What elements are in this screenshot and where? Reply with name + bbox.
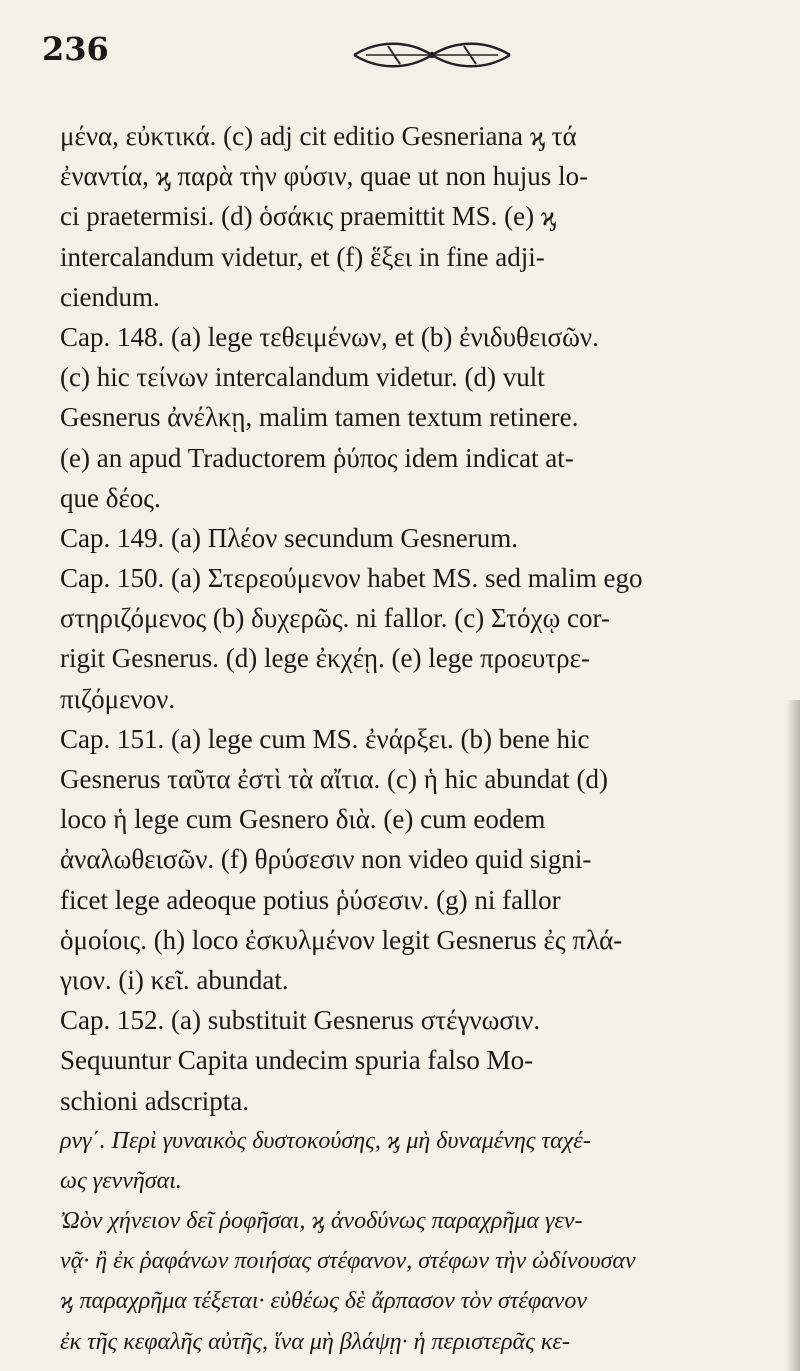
text-line: Gesnerus ταῦτα ἐστὶ τὰ αἴτια. (c) ἡ hic abundat (d) — [60, 764, 609, 794]
text-line: γιον. (i) κεῖ. abundat. — [60, 964, 289, 995]
greek-text-line: Ὠὸν χήνειον δεῖ ῥοφῆσαι, ϗ ἀνοδύνως παραχρῆμα γεν- — [60, 1208, 583, 1235]
text-line: Cap. 152. (a) substituit Gesnerus στέγνωσιν. — [60, 1005, 541, 1036]
text-line: ὁμοίοις. (h) loco ἐσκυλμένον legit Gesnerus ἐς πλά- — [60, 924, 623, 955]
text-line: rigit Gesnerus. (d) lege ἐκχέῃ. (e) lege προευτρε- — [60, 643, 590, 674]
text-line: Cap. 148. (a) lege τεθειμένων, et (b) ἐνιδυθεισῶν. — [60, 321, 599, 352]
greek-text-line: ἐκ τῆς κεφαλῆς αὐτῆς, ἵνα μὴ βλάψῃ· ἡ περιστερᾶς κε- — [60, 1328, 570, 1355]
text-line: μένα, εὐκτικά. (c) adj cit editio Gesneriana ϗ τά — [60, 121, 577, 151]
text-line: loco ἡ lege cum Gesnero διὰ. (e) cum eodem — [60, 804, 546, 835]
text-line: (c) hic τείνων intercalandum videtur. (d) vult — [60, 362, 545, 393]
text-line: ἐναντία, ϗ παρὰ τὴν φύσιν, quae ut non hujus lo- — [60, 161, 589, 192]
chapter-heading-line: ρνγ΄. Περὶ γυναικὸς δυστοκούσης, ϗ μὴ δυναμένης ταχέ- — [60, 1127, 591, 1154]
text-line: πιζόμενον. — [60, 683, 176, 714]
text-line: ci praetermisi. (d) ὁσάκις praemittit MS. (e) ϗ — [60, 201, 557, 232]
text-line: ἀναλωθεισῶν. (f) θρύσεσιν non video quid signi- — [60, 844, 592, 875]
chapter-heading-line: ως γεννῆσαι. — [60, 1167, 182, 1194]
text-line: ficet lege adeoque potius ῥύσεσιν. (g) ni fallor — [60, 884, 561, 915]
text-line: (e) an apud Traductorem ῥύπος idem indicat at- — [60, 442, 574, 473]
printer-ornament-icon — [348, 36, 516, 74]
text-line: Cap. 150. (a) Στερεούμενον habet MS. sed malim ego — [60, 563, 643, 594]
text-line: schioni adscripta. — [60, 1085, 249, 1116]
page-number: 236 — [42, 30, 109, 68]
text-line: que δέος. — [60, 482, 161, 513]
text-line: Cap. 149. (a) Πλέον secundum Gesnerum. — [60, 522, 519, 553]
text-line: Cap. 151. (a) lege cum MS. ἐνάρξει. (b) bene hic — [60, 723, 590, 754]
footnote-text-block — [60, 116, 778, 1362]
page-edge-shadow — [786, 700, 800, 1371]
text-line: Gesnerus ἀνέλκῃ, malim tamen textum retinere. — [60, 402, 579, 433]
greek-text-line: ϗ παραχρῆμα τέξεται· εὐθέως δὲ ἄρπασον τὸν στέφανον — [60, 1288, 588, 1315]
text-line: ciendum. — [60, 281, 160, 312]
text-line: intercalandum videtur, et (f) ἕξει in fine adji- — [60, 241, 545, 272]
text-line: στηριζόμενος (b) δυχερῶς. ni fallor. (c) Στόχῳ cor- — [60, 603, 610, 634]
greek-text-line: νᾷ· ἢ ἐκ ῥαφάνων ποιήσας στέφανον, στέφων τὴν ὠδίνουσαν — [60, 1248, 636, 1275]
text-line: Sequuntur Capita undecim spuria falso Mo- — [60, 1045, 534, 1076]
